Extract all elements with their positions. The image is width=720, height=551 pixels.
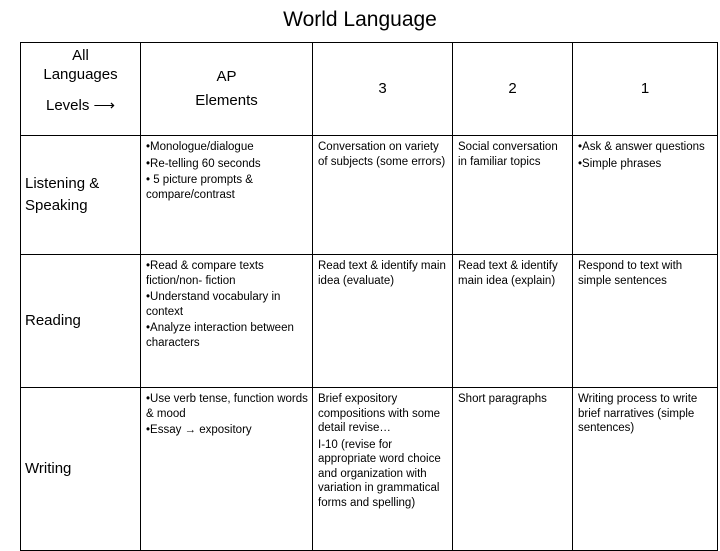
table-row bbox=[21, 388, 718, 551]
row-label-line2: Speaking bbox=[25, 197, 88, 214]
bullet-item: •Read & compare texts fiction/non- fiction bbox=[146, 260, 264, 287]
bullet-item: •Use verb tense, function words & mood bbox=[146, 393, 308, 420]
bullet-item: •Monologue/dialogue bbox=[146, 141, 254, 153]
ap-cell bbox=[141, 136, 313, 255]
all-languages-label bbox=[21, 46, 140, 84]
level-1-cell bbox=[573, 388, 718, 551]
rubric-table bbox=[20, 42, 718, 551]
cell-text: Writing process to write brief narratives (simple sentences) bbox=[578, 393, 698, 434]
ap-cell bbox=[141, 388, 313, 551]
row-label-reading bbox=[21, 255, 141, 388]
bullet-item: •Re-telling 60 seconds bbox=[146, 157, 261, 170]
cell-text: Brief expository compositions with some detail revise… bbox=[318, 393, 441, 434]
level-1-cell bbox=[573, 255, 718, 388]
bullet-item: • 5 picture prompts & compare/contrast bbox=[146, 174, 253, 201]
page-title: World Language bbox=[283, 8, 437, 31]
row-label-listening-speaking bbox=[21, 136, 141, 255]
languages-label: Languages bbox=[43, 66, 118, 83]
bullet-item: •Analyze interaction between characters bbox=[146, 322, 294, 349]
level-2-cell bbox=[453, 255, 573, 388]
ap-header-line1: AP bbox=[216, 68, 237, 85]
cell-text: I-10 (revise for appropriate word choice and organization with variation in grammatical forms and spelling) bbox=[318, 438, 441, 509]
cell-text: Read text & identify main idea (evaluate) bbox=[318, 260, 446, 287]
corner-header-cell bbox=[21, 43, 141, 136]
cell-text: Short paragraphs bbox=[458, 393, 547, 405]
row-label-line1: Listening & bbox=[25, 175, 100, 192]
level-3-cell bbox=[313, 388, 453, 551]
level-2-cell bbox=[453, 388, 573, 551]
level-3-header: 3 bbox=[313, 43, 453, 136]
table-row bbox=[21, 255, 718, 388]
ap-header-line2: Elements bbox=[195, 92, 258, 109]
row-label-writing bbox=[21, 388, 141, 551]
level-1-cell bbox=[573, 136, 718, 255]
bullet-item: •Understand vocabulary in context bbox=[146, 291, 281, 318]
level-3-cell bbox=[313, 136, 453, 255]
cell-text: Conversation on variety of subjects (some errors) bbox=[318, 141, 446, 168]
levels-label: Levels ⟶ bbox=[45, 97, 116, 114]
level-3-cell bbox=[313, 255, 453, 388]
ap-elements-header bbox=[141, 43, 313, 136]
all-label: All bbox=[72, 47, 89, 64]
table-row bbox=[21, 136, 718, 255]
cell-text: Read text & identify main idea (explain) bbox=[458, 260, 558, 287]
cell-text: Social conversation in familiar topics bbox=[458, 141, 558, 168]
row-label-line1: Reading bbox=[25, 312, 81, 329]
ap-cell bbox=[141, 255, 313, 388]
header-row bbox=[21, 43, 718, 136]
level-2-cell bbox=[453, 136, 573, 255]
row-label-line1: Writing bbox=[25, 460, 72, 477]
bullet-item: •Ask & answer questions bbox=[578, 141, 705, 153]
bullet-item: •Simple phrases bbox=[578, 157, 662, 170]
level-2-header: 2 bbox=[453, 43, 573, 136]
bullet-item: •Essay → expository bbox=[146, 424, 252, 436]
level-1-header: 1 bbox=[573, 43, 718, 136]
cell-text: Respond to text with simple sentences bbox=[578, 260, 683, 287]
